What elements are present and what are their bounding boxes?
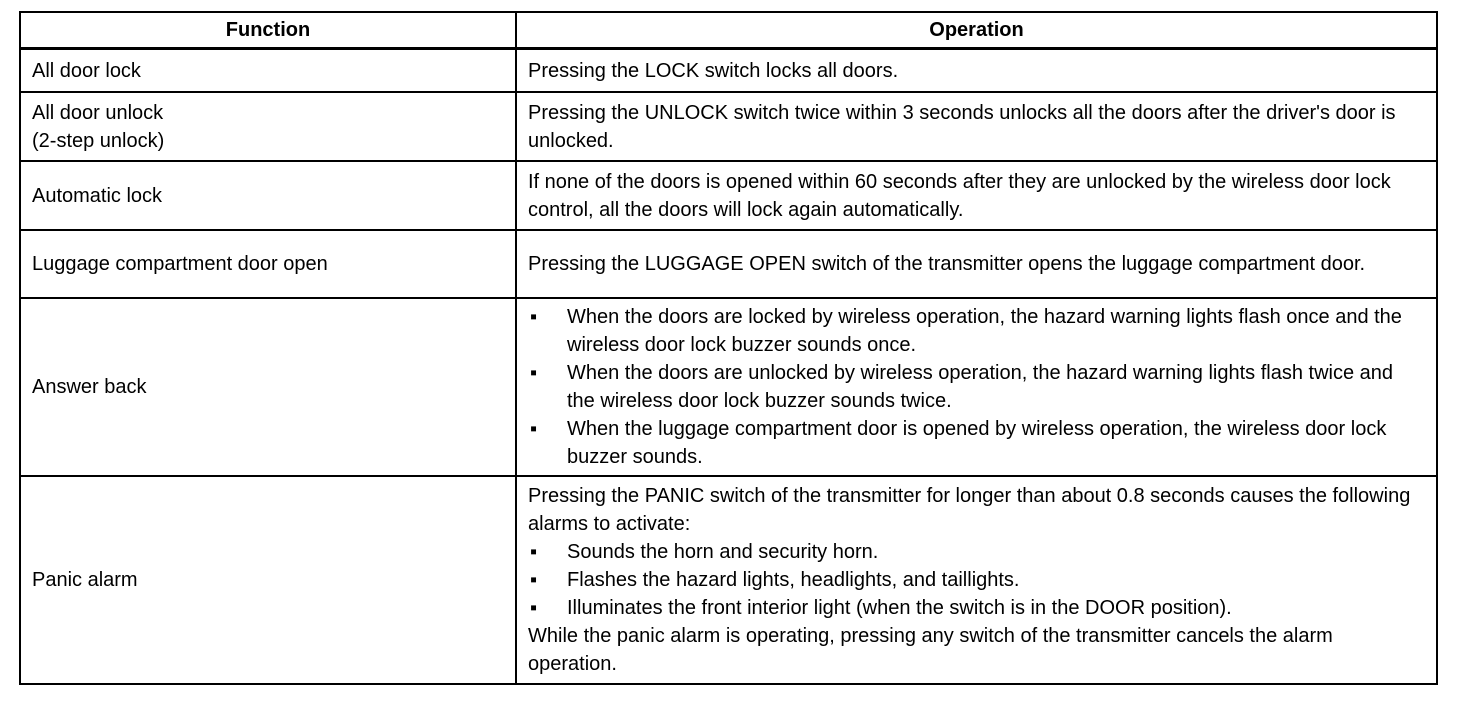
operation-text: Pressing the UNLOCK switch twice within 3 seconds unlocks all the doors after the driver's door is unlocked. bbox=[528, 101, 1396, 152]
function-text: All door lock bbox=[32, 59, 141, 82]
operation-cell bbox=[516, 49, 1437, 93]
function-text: Automatic lock bbox=[32, 184, 163, 207]
function-text: All door unlock bbox=[32, 101, 164, 124]
bullet-text: When the doors are unlocked by wireless operation, the hazard warning lights flash twice and the wireless door lock buzzer sounds twice. bbox=[567, 362, 1394, 412]
operation-outro-text: While the panic alarm is operating, pressing any switch of the transmitter cancels the alarm operation. bbox=[528, 625, 1333, 675]
operation-cell bbox=[516, 476, 1437, 684]
function-text: Panic alarm bbox=[32, 569, 138, 591]
table-row bbox=[20, 49, 1437, 93]
function-subtext: (2-step unlock) bbox=[32, 129, 165, 152]
function-cell bbox=[20, 49, 516, 93]
function-cell bbox=[20, 476, 516, 684]
bullet-text: When the luggage compartment door is opened by wireless operation, the wireless door lock buzzer sounds. bbox=[567, 418, 1387, 468]
function-cell bbox=[20, 298, 516, 476]
table-row bbox=[20, 298, 1437, 476]
table-row bbox=[20, 92, 1437, 161]
function-column-header: Function bbox=[20, 12, 516, 49]
bullet-icon: ▪ bbox=[530, 569, 538, 591]
function-operation-table bbox=[19, 11, 1438, 685]
operation-cell bbox=[516, 230, 1437, 298]
operation-text: Pressing the LOCK switch locks all doors. bbox=[528, 59, 899, 82]
table-header-row bbox=[20, 12, 1437, 49]
bullet-icon: ▪ bbox=[530, 306, 538, 328]
bullet-text: Sounds the horn and security horn. bbox=[567, 541, 879, 563]
operation-cell bbox=[516, 92, 1437, 161]
table-row bbox=[20, 476, 1437, 684]
function-cell bbox=[20, 230, 516, 298]
list-item bbox=[528, 566, 1425, 594]
table-row bbox=[20, 161, 1437, 230]
bullet-text: Illuminates the front interior light (when the switch is in the DOOR position). bbox=[567, 597, 1232, 619]
list-item bbox=[528, 415, 1425, 471]
bullet-icon: ▪ bbox=[530, 362, 538, 384]
bullet-text: When the doors are locked by wireless operation, the hazard warning lights flash once and the wireless door lock buzzer sounds once. bbox=[567, 306, 1402, 356]
list-item bbox=[528, 538, 1425, 566]
list-item bbox=[528, 594, 1425, 622]
operation-cell bbox=[516, 298, 1437, 476]
operation-intro-text: Pressing the PANIC switch of the transmitter for longer than about 0.8 seconds causes the following alarms to activate: bbox=[528, 485, 1411, 535]
table-row bbox=[20, 230, 1437, 298]
bullet-text: Flashes the hazard lights, headlights, and taillights. bbox=[567, 569, 1020, 591]
operation-text: If none of the doors is opened within 60 seconds after they are unlocked by the wireless door lock control, all the doors will lock again automatically. bbox=[528, 170, 1391, 221]
bullet-icon: ▪ bbox=[530, 541, 538, 563]
list-item bbox=[528, 359, 1425, 415]
bullet-icon: ▪ bbox=[530, 418, 538, 440]
function-text: Luggage compartment door open bbox=[32, 253, 328, 275]
function-cell bbox=[20, 92, 516, 161]
bullet-list bbox=[528, 538, 1425, 622]
bullet-icon: ▪ bbox=[530, 597, 538, 619]
function-text: Answer back bbox=[32, 376, 147, 398]
operation-cell bbox=[516, 161, 1437, 230]
list-item bbox=[528, 303, 1425, 359]
operation-text: Pressing the LUGGAGE OPEN switch of the transmitter opens the luggage compartment door. bbox=[528, 253, 1366, 275]
operation-column-header: Operation bbox=[516, 12, 1437, 49]
function-cell bbox=[20, 161, 516, 230]
bullet-list bbox=[528, 303, 1425, 471]
